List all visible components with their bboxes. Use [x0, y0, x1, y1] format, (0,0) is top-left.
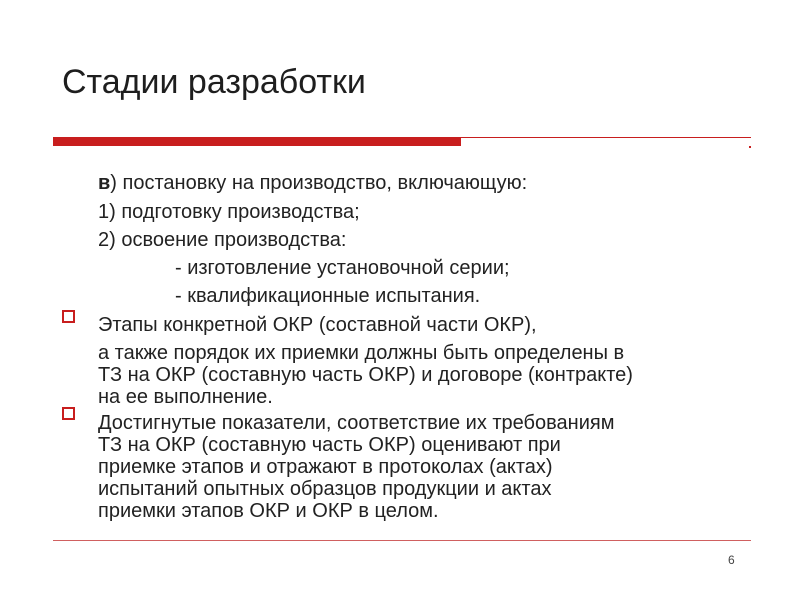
bullet-2-line-5: приемки этапов ОКР и ОКР в целом.: [98, 500, 439, 522]
bullet-1-line-2: а также порядок их приемки должны быть определены в: [98, 342, 625, 364]
bullet-2-line-3: приемке этапов и отражают в протоколах (актах): [98, 456, 553, 478]
stage-c-line: [98, 172, 527, 194]
bullet-2-line-4: испытаний опытных образцов продукции и актах: [98, 478, 552, 500]
bullet-1-line-4: на ее выполнение.: [98, 386, 273, 408]
stage-c-sub-2-dash-2: - квалификационные испытания.: [175, 285, 481, 307]
stage-c-sub-2-dash-1: - изготовление установочной серии;: [175, 257, 510, 279]
square-bullet-icon: [62, 407, 75, 420]
bullet-2-line-1: Достигнутые показатели, соответствие их требованиям: [98, 412, 615, 434]
stage-c-text: ) постановку на производство, включающую:: [110, 172, 528, 194]
bullet-2-line-2: ТЗ на ОКР (составную часть ОКР) оценивают при: [98, 434, 561, 456]
bullet-1-line-1: Этапы конкретной ОКР (составной части ОКР),: [98, 314, 537, 336]
stage-c-sub-2: 2) освоение производства:: [98, 229, 347, 251]
title-rule-tick: [749, 146, 751, 148]
stage-c-sub-1: 1) подготовку производства;: [98, 201, 360, 223]
footer-rule: [53, 540, 751, 541]
page-number: 6: [728, 553, 735, 567]
bullet-1-line-3: ТЗ на ОКР (составную часть ОКР) и договоре (контракте): [98, 364, 633, 386]
title-rule-thick: [53, 137, 461, 146]
slide-title: Стадии разработки: [62, 63, 366, 101]
square-bullet-icon: [62, 310, 75, 323]
stage-c-letter: в: [98, 172, 111, 194]
title-rule-thin: [461, 137, 751, 138]
